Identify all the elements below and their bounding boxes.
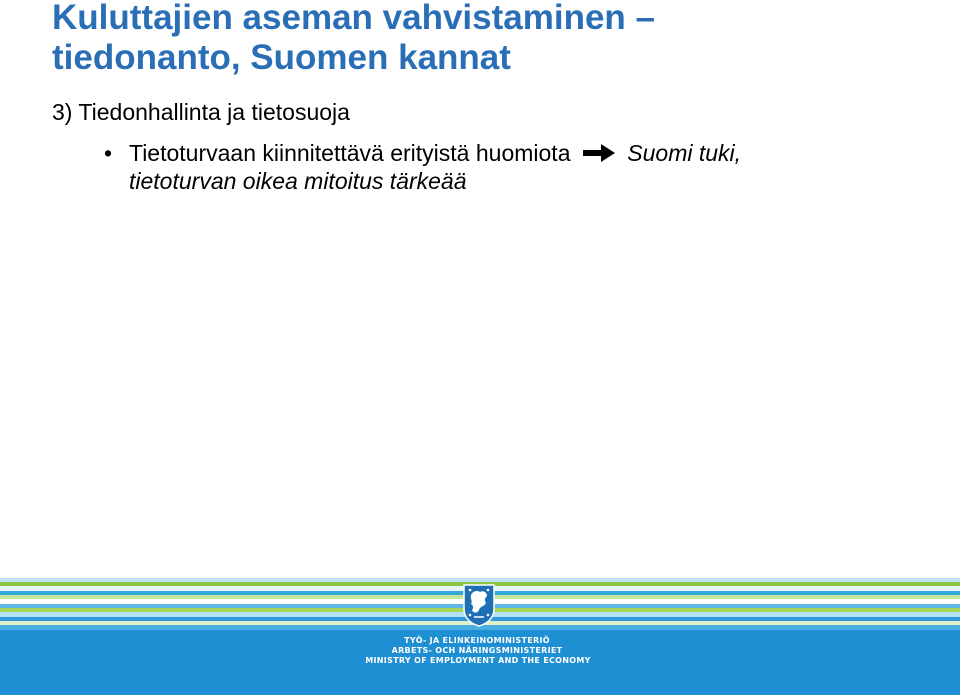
slide-title-line2: tiedonanto, Suomen kannat [52,38,511,77]
bullet-marker: • [104,140,113,166]
ministry-name-fi: TYÖ- JA ELINKEINOMINISTERIÖ [404,636,550,645]
bullet-text-plain: Tietoturvaan kiinnitettävä erityistä huomiota [129,140,571,166]
lion-coat-of-arms-icon [462,583,496,627]
section-heading: 3) Tiedonhallinta ja tietosuoja [52,99,350,125]
bullet-text [129,139,899,195]
bullet-text-italic-2: tietoturvan oikea mitoitus tärkeää [129,168,467,194]
ministry-name-en: MINISTRY OF EMPLOYMENT AND THE ECONOMY [365,656,591,665]
bullet-line1 [129,139,899,167]
slide-title [52,0,655,78]
slide-title-line1: Kuluttajien aseman vahvistaminen – [52,0,655,37]
right-arrow-icon [583,143,617,163]
bullet-text-italic-1: Suomi tuki, [627,140,742,166]
ministry-name-sv: ARBETS- OCH NÄRINGSMINISTERIET [391,646,563,655]
